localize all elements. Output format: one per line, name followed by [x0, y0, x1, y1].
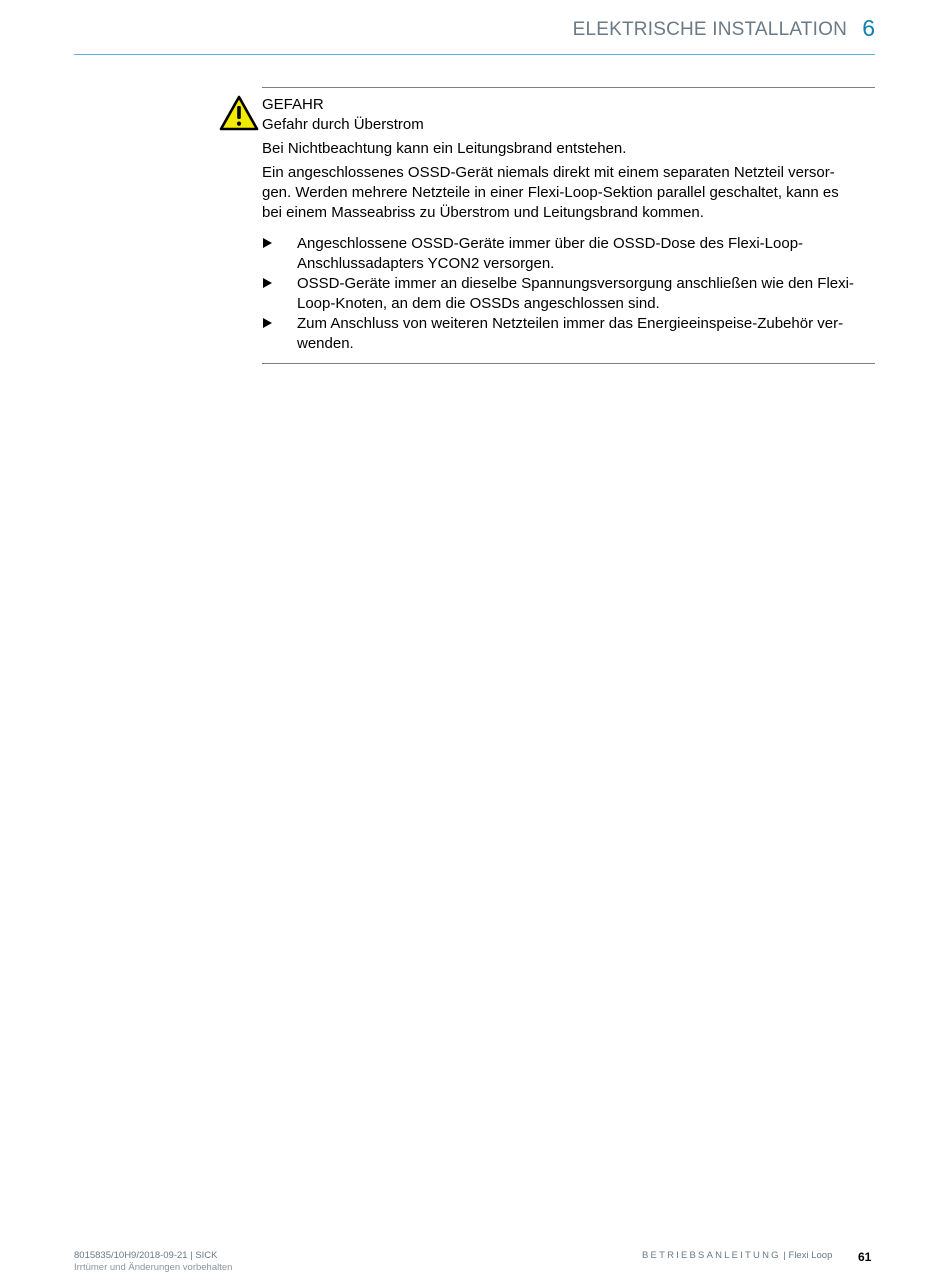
bullet-arrow-icon [263, 318, 272, 328]
measures-list [262, 234, 875, 354]
measure-line: Loop-Knoten, an dem die OSSDs angeschlossen sind. [297, 295, 660, 312]
danger-notice [262, 87, 875, 364]
bullet-arrow-icon [263, 238, 272, 248]
measure-item [262, 274, 875, 314]
bullet-arrow-icon [263, 278, 272, 288]
footer-disclaimer: Irrtümer und Änderungen vorbehalten [74, 1262, 233, 1273]
measure-item [262, 234, 875, 274]
warning-triangle-icon [219, 95, 259, 131]
footer-product: Flexi Loop [788, 1250, 833, 1261]
danger-title: GEFAHR [262, 96, 324, 113]
footer-doc-id: 8015835/10H9/2018-09-21 | SICK [74, 1250, 218, 1261]
chapter-number: 6 [862, 15, 875, 41]
danger-description [262, 163, 875, 224]
description-line: Ein angeschlossenes OSSD-Gerät niemals direkt mit einem separaten Netzteil versor- [262, 164, 835, 181]
description-line: gen. Werden mehrere Netzteile in einer Flexi-Loop-Sektion parallel geschaltet, kann es [262, 184, 839, 202]
page-header [74, 0, 875, 55]
measure-line: Anschlussadapters YCON2 versorgen. [297, 255, 555, 272]
measure-item [262, 314, 875, 354]
description-line: bei einem Masseabriss zu Überstrom und Leitungsbrand kommen. [262, 204, 704, 222]
page-number: 61 [858, 1250, 872, 1264]
chapter-title: ELEKTRISCHE INSTALLATION [572, 19, 847, 40]
measure-line: Angeschlossene OSSD-Geräte immer über die OSSD-Dose des Flexi-Loop- [297, 235, 804, 252]
measure-line: Zum Anschluss von weiteren Netzteilen immer das Energieeinspeise-Zubehör ver- [297, 315, 844, 332]
footer-separator: | [780, 1250, 789, 1261]
measure-line: wenden. [297, 335, 354, 352]
footer-doc-type: BETRIEBSANLEITUNG [642, 1250, 781, 1261]
measure-line: OSSD-Geräte immer an dieselbe Spannungsversorgung anschließen wie den Flexi- [297, 275, 854, 292]
danger-subtitle: Gefahr durch Überstrom [262, 116, 424, 133]
footer-document-info [642, 1250, 832, 1261]
danger-consequence: Bei Nichtbeachtung kann ein Leitungsbrand entstehen. [262, 140, 627, 157]
